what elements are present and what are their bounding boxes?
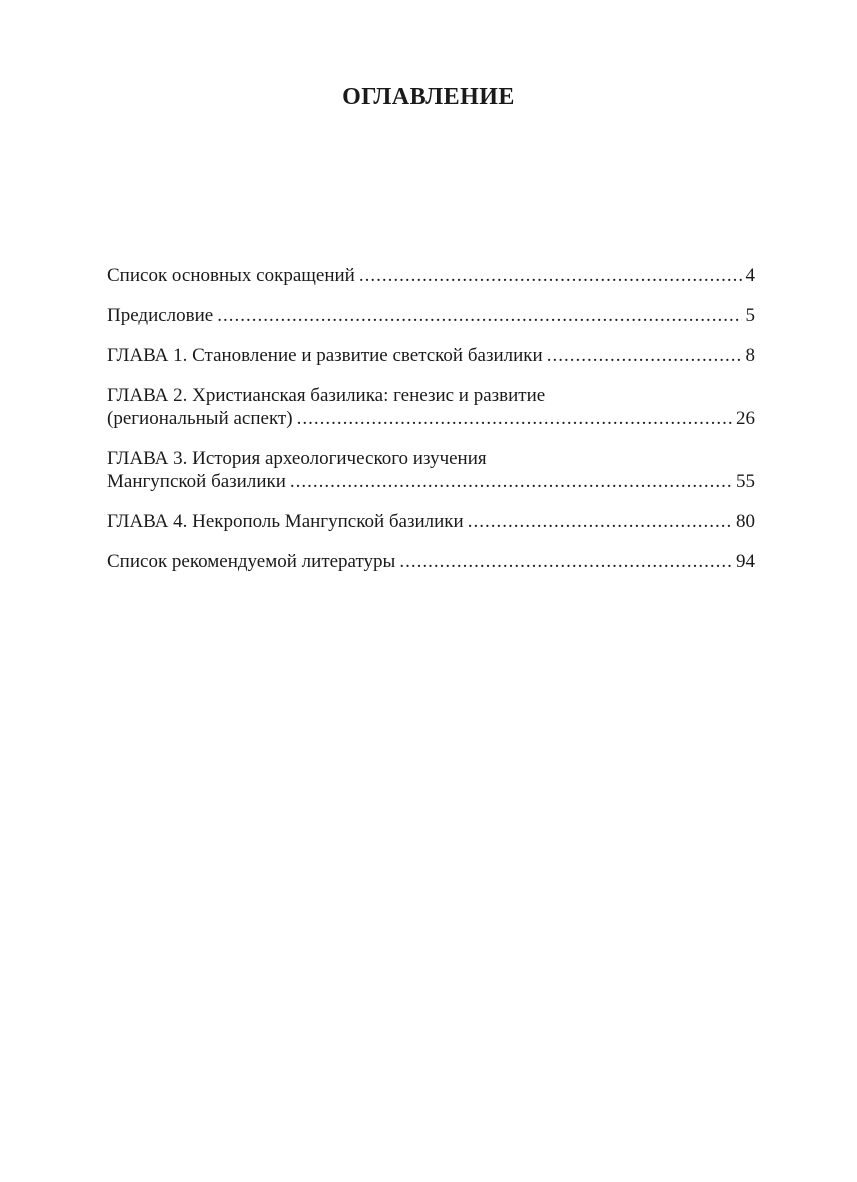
page-title: ОГЛАВЛЕНИЕ	[342, 84, 515, 110]
toc-entry	[107, 304, 755, 327]
toc-entry-title-line2: Мангупской базилики	[107, 471, 286, 492]
toc-page-number: 4	[745, 265, 755, 286]
toc-leader-dots	[468, 510, 732, 533]
toc-entry	[107, 550, 755, 573]
toc-entry-title: ГЛАВА 1. Становление и развитие светской базилики	[107, 345, 543, 366]
toc-entry	[107, 384, 755, 430]
toc-entry-title: Предисловие	[107, 305, 214, 326]
toc-entry-title-line1: ГЛАВА 2. Христианская базилика: генезис и развитие	[107, 385, 546, 406]
toc-line	[107, 304, 755, 327]
toc-entry	[107, 447, 755, 493]
toc-page-number: 26	[736, 408, 755, 429]
toc-entry-title: ГЛАВА 4. Некрополь Мангупской базилики	[107, 511, 464, 532]
toc-entry-title-line2: (региональный аспект)	[107, 408, 293, 429]
toc-line	[107, 550, 755, 573]
toc-page-number: 5	[745, 305, 755, 326]
toc-leader-dots	[290, 470, 732, 493]
table-of-contents	[107, 264, 755, 590]
toc-entry	[107, 510, 755, 533]
toc-entry	[107, 264, 755, 287]
toc-line	[107, 264, 755, 287]
toc-page-number: 94	[736, 551, 755, 572]
toc-entry-title: Список рекомендуемой литературы	[107, 551, 396, 572]
toc-line	[107, 470, 755, 493]
toc-leader-dots	[399, 550, 732, 573]
toc-leader-dots	[547, 344, 742, 367]
toc-page-number: 8	[745, 345, 755, 366]
toc-entry-title-line1: ГЛАВА 3. История археологического изучения	[107, 448, 487, 469]
toc-line	[107, 344, 755, 367]
toc-page-number: 55	[736, 471, 755, 492]
toc-line	[107, 407, 755, 430]
toc-entry	[107, 344, 755, 367]
toc-leader-dots	[297, 407, 732, 430]
toc-page-number: 80	[736, 511, 755, 532]
toc-entry-title: Список основных сокращений	[107, 265, 355, 286]
toc-leader-dots	[359, 264, 742, 287]
toc-leader-dots	[217, 304, 741, 327]
toc-line	[107, 510, 755, 533]
